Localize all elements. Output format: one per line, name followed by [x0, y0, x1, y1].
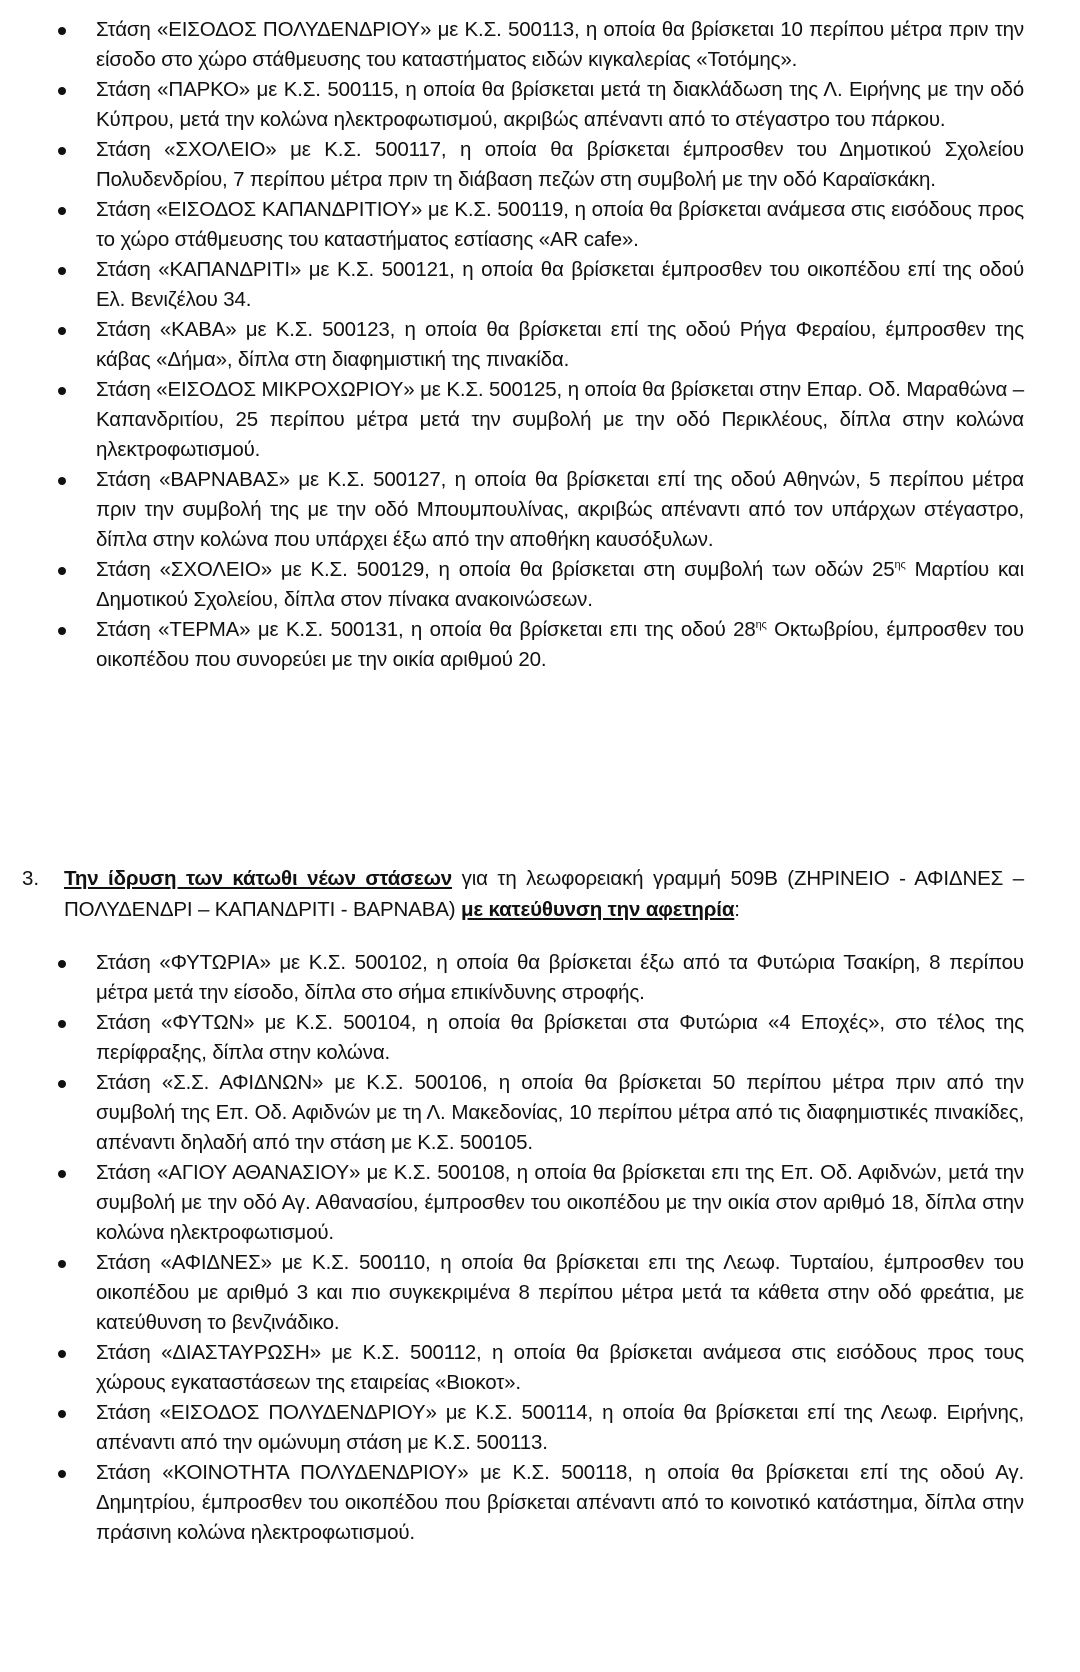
list-item — [0, 1248, 1080, 1338]
list-item-text: Στάση «ΦΥΤΩΡΙΑ» με Κ.Σ. 500102, η οποία θα βρίσκεται έξω από τα Φυτώρια Τσακίρη, 8 περίπου μέτρα μετά την είσοδο, δίπλα στο σήμα επικίνδυνης στροφής. — [96, 951, 1024, 1004]
bullet-icon — [58, 147, 66, 155]
ordinal-superscript: ης — [894, 559, 906, 571]
list-item-text: Στάση «ΔΙΑΣΤΑΥΡΩΣΗ» με Κ.Σ. 500112, η οποία θα βρίσκεται ανάμεσα στις εισόδους προς τους χώρους εγκαταστάσεων της εταιρείας «Βιοκοτ». — [96, 1341, 1024, 1394]
list-item — [0, 195, 1080, 255]
list-item-text: Στάση «ΣΧΟΛΕΙΟ» με Κ.Σ. 500129, η οποία θα βρίσκεται στη συμβολή των οδών 25 — [96, 558, 895, 581]
bullet-icon — [58, 627, 66, 635]
list-item — [0, 615, 1080, 675]
list-item — [0, 15, 1080, 75]
bullet-icon — [58, 27, 66, 35]
bullet-icon — [58, 387, 66, 395]
list-item-text: Στάση «ΣΧΟΛΕΙΟ» με Κ.Σ. 500117, η οποία θα βρίσκεται έμπροσθεν του Δημοτικού Σχολείου Πολυδενδρίου, 7 περίπου μέτρα πριν τη διάβαση πεζών στη συμβολή με την οδό Καραϊσκάκη. — [96, 138, 1024, 191]
list-item — [0, 1458, 1080, 1548]
bullet-icon — [58, 477, 66, 485]
section-3 — [0, 863, 1080, 925]
bullet-icon — [58, 960, 66, 968]
list-item-text: Στάση «ΦΥΤΩΝ» με Κ.Σ. 500104, η οποία θα βρίσκεται στα Φυτώρια «4 Εποχές», στο τέλος της περίφραξης, δίπλα στην κολώνα. — [96, 1011, 1024, 1064]
list-item — [0, 555, 1080, 615]
list-item-text: Στάση «ΕΙΣΟΔΟΣ ΠΟΛΥΔΕΝΔΡΙΟΥ» με Κ.Σ. 500113, η οποία θα βρίσκεται 10 περίπου μέτρα πριν την είσοδο στο χώρο στάθμευσης του καταστήματος ειδών κιγκαλερίας «Τοτόμης». — [96, 18, 1024, 71]
list-item-text: Στάση «ΑΓΙΟΥ ΑΘΑΝΑΣΙΟΥ» με Κ.Σ. 500108, η οποία θα βρίσκεται επι της Επ. Οδ. Αφιδνών, μετά την συμβολή με την οδό Αγ. Αθανασίου, έμπροσθεν του οικοπέδου με την οικία στον αριθμό 18, δίπλα στην κολώνα ηλεκτροφωτισμού. — [96, 1161, 1024, 1244]
section-body-text: για τη λεωφορειακή γραμμή 509Β (ΖΗΡΙΝΕΙΟ - ΑΦΙΔΝΕΣ – ΠΟΛΥΔΕΝΔΡΙ – ΚΑΠΑΝΔΡΙΤΙ - ΒΑΡΝΑΒΑ) — [64, 867, 1024, 921]
section-lead-emphasis: Την ίδρυση των κάτωθι νέων στάσεων — [64, 867, 453, 890]
list-item-text-cont: Μαρτίου και Δημοτικού Σχολείου, δίπλα στον πίνακα ανακοινώσεων. — [96, 558, 1025, 611]
bus-stop-list-a — [0, 15, 1080, 675]
list-item-text: Στάση «ΒΑΡΝΑΒΑΣ» με Κ.Σ. 500127, η οποία θα βρίσκεται επί της οδού Αθηνών, 5 περίπου μέτρα πριν την συμβολή της με την οδό Μπουμπουλίνας, ακριβώς απέναντι από τον υπάρχων στέγαστρο, δίπλα στην κολώνα που υπάρχει έξω από την αποθήκη καυσόξυλων. — [96, 468, 1024, 551]
list-item — [0, 75, 1080, 135]
list-item — [0, 948, 1080, 1008]
section-3-intro — [0, 863, 1080, 925]
section-number: 3. — [22, 867, 40, 890]
list-item — [0, 375, 1080, 465]
list-item-text: Στάση «ΚΟΙΝΟΤΗΤΑ ΠΟΛΥΔΕΝΔΡΙΟΥ» με Κ.Σ. 500118, η οποία θα βρίσκεται επί της οδού Αγ. Δημητρίου, έμπροσθεν του οικοπέδου που βρίσκεται απέναντι από το κοινοτικό κατάστημα, δίπλα στην πράσινη κολώνα ηλεκτροφωτισμού. — [96, 1461, 1024, 1544]
bullet-icon — [58, 1260, 66, 1268]
bullet-icon — [58, 1350, 66, 1358]
list-item — [0, 315, 1080, 375]
list-item — [0, 1338, 1080, 1398]
bullet-icon — [58, 207, 66, 215]
bullet-icon — [58, 1020, 66, 1028]
list-item-text: Στάση «ΑΦΙΔΝΕΣ» με Κ.Σ. 500110, η οποία θα βρίσκεται επι της Λεωφ. Τυρταίου, έμπροσθεν του οικοπέδου με αριθμό 3 και πιο συγκεκριμένα 8 περίπου μέτρα μετά τα κάθετα στην οδό φρεάτια, με κατεύθυνση το βενζινάδικο. — [96, 1251, 1024, 1334]
bullet-icon — [58, 87, 66, 95]
bullet-icon — [58, 567, 66, 575]
bus-stop-list-b — [0, 948, 1080, 1548]
list-item — [0, 465, 1080, 555]
list-item-text-cont: Οκτωβρίου, έμπροσθεν του οικοπέδου που συνορεύει με την οικία αριθμού 20. — [96, 618, 1024, 671]
section-direction-emphasis: με κατεύθυνση την αφετηρία — [460, 898, 735, 921]
list-item-text: Στάση «ΚΑΠΑΝΔΡΙΤΙ» με Κ.Σ. 500121, η οποία θα βρίσκεται έμπροσθεν του οικοπέδου επί της οδού Ελ. Βενιζέλου 34. — [96, 258, 1024, 311]
list-item-text: Στάση «ΕΙΣΟΔΟΣ ΚΑΠΑΝΔΡΙΤΙΟΥ» με Κ.Σ. 500119, η οποία θα βρίσκεται ανάμεσα στις εισόδους προς το χώρο στάθμευσης του καταστήματος εστίασης «AR cafe». — [96, 198, 1024, 251]
bullet-icon — [58, 1470, 66, 1478]
list-item-text: Στάση «Σ.Σ. ΑΦΙΔΝΩΝ» με Κ.Σ. 500106, η οποία θα βρίσκεται 50 περίπου μέτρα πριν από την συμβολή της Επ. Οδ. Αφιδνών με τη Λ. Μακεδονίας, 10 περίπου μέτρα από τις διαφημιστικές πινακίδες, απέναντι δηλαδή από την στάση με Κ.Σ. 500105. — [96, 1071, 1024, 1154]
bullet-icon — [58, 1080, 66, 1088]
list-item-text: Στάση «ΠΑΡΚΟ» με Κ.Σ. 500115, η οποία θα βρίσκεται μετά τη διακλάδωση της Λ. Ειρήνης με την οδό Κύπρου, μετά την κολώνα ηλεκτροφωτισμού, ακριβώς απέναντι από το στέγαστρο του πάρκου. — [96, 78, 1024, 131]
list-item — [0, 1158, 1080, 1248]
ordinal-superscript: ης — [755, 619, 767, 631]
section-trailing-colon: : — [734, 898, 740, 921]
list-item-text: Στάση «ΕΙΣΟΔΟΣ ΠΟΛΥΔΕΝΔΡΙΟΥ» με Κ.Σ. 500114, η οποία θα βρίσκεται επί της Λεωφ. Ειρήνης, απέναντι από την ομώνυμη στάση με Κ.Σ. 500113. — [96, 1401, 1024, 1454]
list-item — [0, 1008, 1080, 1068]
list-item-text: Στάση «ΚΑΒΑ» με Κ.Σ. 500123, η οποία θα βρίσκεται επί της οδού Ρήγα Φεραίου, έμπροσθεν της κάβας «Δήμα», δίπλα στη διαφημιστική της πινακίδα. — [96, 318, 1024, 371]
list-item-text: Στάση «ΤΕΡΜΑ» με Κ.Σ. 500131, η οποία θα βρίσκεται επι της οδού 28 — [96, 618, 756, 641]
list-item — [0, 135, 1080, 195]
bullet-icon — [58, 327, 66, 335]
list-item — [0, 1068, 1080, 1158]
bullet-icon — [58, 1170, 66, 1178]
list-item — [0, 1398, 1080, 1458]
list-item-text: Στάση «ΕΙΣΟΔΟΣ ΜΙΚΡΟΧΩΡΙΟΥ» με Κ.Σ. 500125, η οποία θα βρίσκεται στην Επαρ. Οδ. Μαραθώνα – Καπανδριτίου, 25 περίπου μέτρα μετά την συμβολή με την οδό Περικλέους, δίπλα στην κολώνα ηλεκτροφωτισμού. — [96, 378, 1024, 461]
bullet-icon — [58, 1410, 66, 1418]
list-item — [0, 255, 1080, 315]
bullet-icon — [58, 267, 66, 275]
